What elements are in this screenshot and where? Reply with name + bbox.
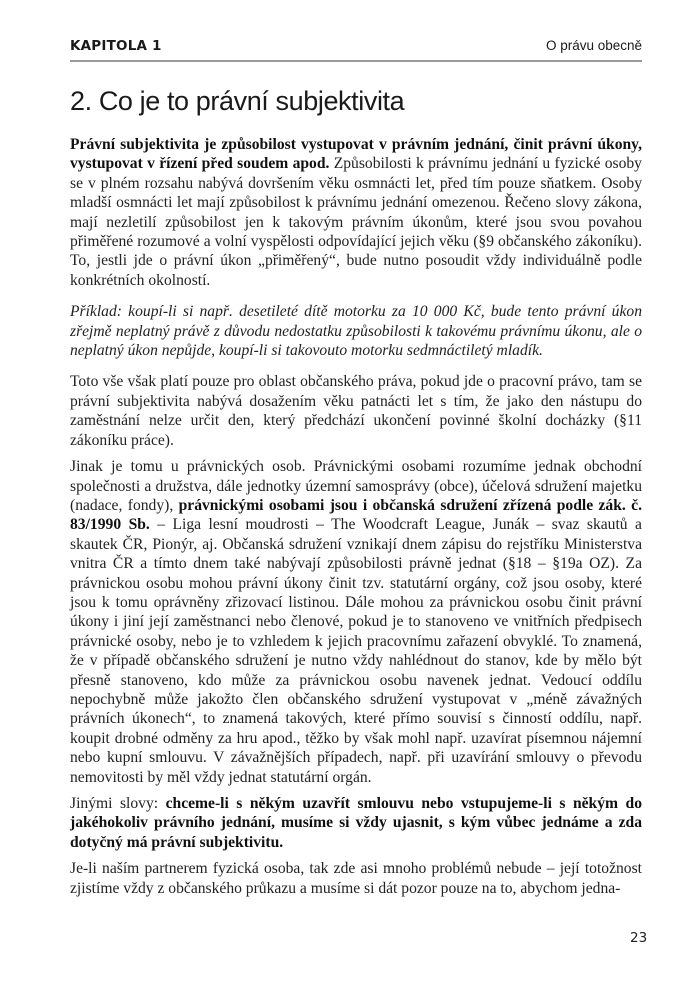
paragraph-summary: [70, 794, 642, 852]
page-number: 23: [630, 930, 648, 946]
bold-summary: chceme-li s někým uzavřít smlouvu nebo vstupujeme-li s někým do jakéhokoliv právního jednání, musíme si vždy ujasnit, s kým vůbec jednáme a zda dotyčný má právní subjektivitu.: [70, 795, 642, 851]
bold-associations: právnickými osobami jsou i občanská sdružení zřízená podle zák. č. 83/1990 Sb.: [70, 496, 642, 534]
paragraph-definition: [70, 135, 642, 290]
paragraph-labor-law: Toto vše však platí pouze pro oblast občanského práva, pokud jde o pracovní právo, tam se právní subjektivita nabývá dosažením věku patnácti let s tím, že jako den nástupu do zaměstnání nelze určit den, který předchází ukončení povinné školní docházky (§11 zákoníku práce).: [70, 373, 642, 449]
running-header: [70, 34, 642, 58]
paragraph-text: Jinými slovy:: [70, 795, 166, 812]
paragraph-natural-person: Je-li naším partnerem fyzická osoba, tak zde asi mnoho problémů nebude – její totožnost zjistíme vždy z občanského průkazu a musíme si dát pozor pouze na to, abychom jedna-: [70, 860, 642, 897]
body-text: [70, 135, 642, 905]
chapter-topic: O právu obecně: [545, 38, 642, 53]
chapter-label: KAPITOLA 1: [70, 38, 162, 54]
paragraph-text: – Liga lesní moudrosti – The Woodcraft League, Junák – svaz skautů a skautek ČR, Pionýr, aj. Občanská sdružení vznikají dnem zápisu do rejstříku Ministerstva vnitra ČR a tímto dnem také nabývají způsobilosti právně jednat (§18 – §19a OZ). Za právnickou osobu mohou právní úkony činit tzv. statutární orgány, což jsou osoby, které jsou k tomu oprávněny zřizovací listinou. Dále mohou za právnickou osobu činit právní úkony i jiní její zaměstnanci nebo členové, pokud je to stanoveno ve vnitřních předpisech právnické osoby, nebo je to vzhledem k jejich pracovnímu zařazení obvyklé. To znamená, že v případě občanského sdružení je nutno vždy nahlédnout do stanov, kde by mělo být přesně stanoveno, kdo může za právnickou osobu navenek jednat. Vedoucí oddílu nepochybně může jakožto člen občanského sdružení vystupovat v „méně závažných právních úkonech“, to znamená takových, které přímo souvisí s činností oddílu, např. koupit drobné odměny za hru apod., těžko by však mohl např. uzavírat písemnou nájemní nebo kupní smlouvu. V závažnějších případech, např. při uzavírání smlouvy o převodu nemovitosti by měl vždy jednat statutární orgán.: [70, 516, 642, 786]
section-title: 2. Co je to právní subjektivita: [70, 86, 405, 116]
paragraph-text: Způsobilosti k právnímu jednání u fyzické osoby se v plném rozsahu nabývá dovršením věku osmnácti let, před tím pouze sňatkem. Osoby mladší osmnácti let mají způsobilost k právnímu jednání omezenou. Řečeno slovy zákona, mají nezletilí způsobilost jen k takovým právním úkonům, které jsou svou povahou přiměřené rozumové a volní vyspělosti odpovídající jejich věku (§9 občanského zákoníku). To, jestli jde o právní úkon „přiměřený“, bude nutno posoudit vždy individuálně podle konkrétních okolností.: [70, 155, 642, 289]
header-rule: [70, 60, 642, 62]
paragraph-legal-entities: [70, 457, 642, 787]
bold-definition: Právní subjektivita je způsobilost vystupovat v právním jednání, činit právní úkony, vystupovat v řízení před soudem apod.: [70, 136, 642, 173]
paragraph-text: Jinak je tomu u právnických osob. Právnickými osobami rozumíme jednak obchodní společnosti a družstva, dále jednotky územní samosprávy (obce), účelová sdružení majetku (nadace, fondy),: [70, 458, 642, 514]
example-paragraph: Příklad: koupí-li si např. desetileté dítě motorku za 10 000 Kč, bude tento právní úkon zřejmě neplatný právě z důvodu nedostatku způsobilosti k takovému právnímu úkonu, ale o neplatný úkon nepůjde, koupí-li si takovouto motorku sedmnáctiletý mladík.: [70, 303, 642, 360]
